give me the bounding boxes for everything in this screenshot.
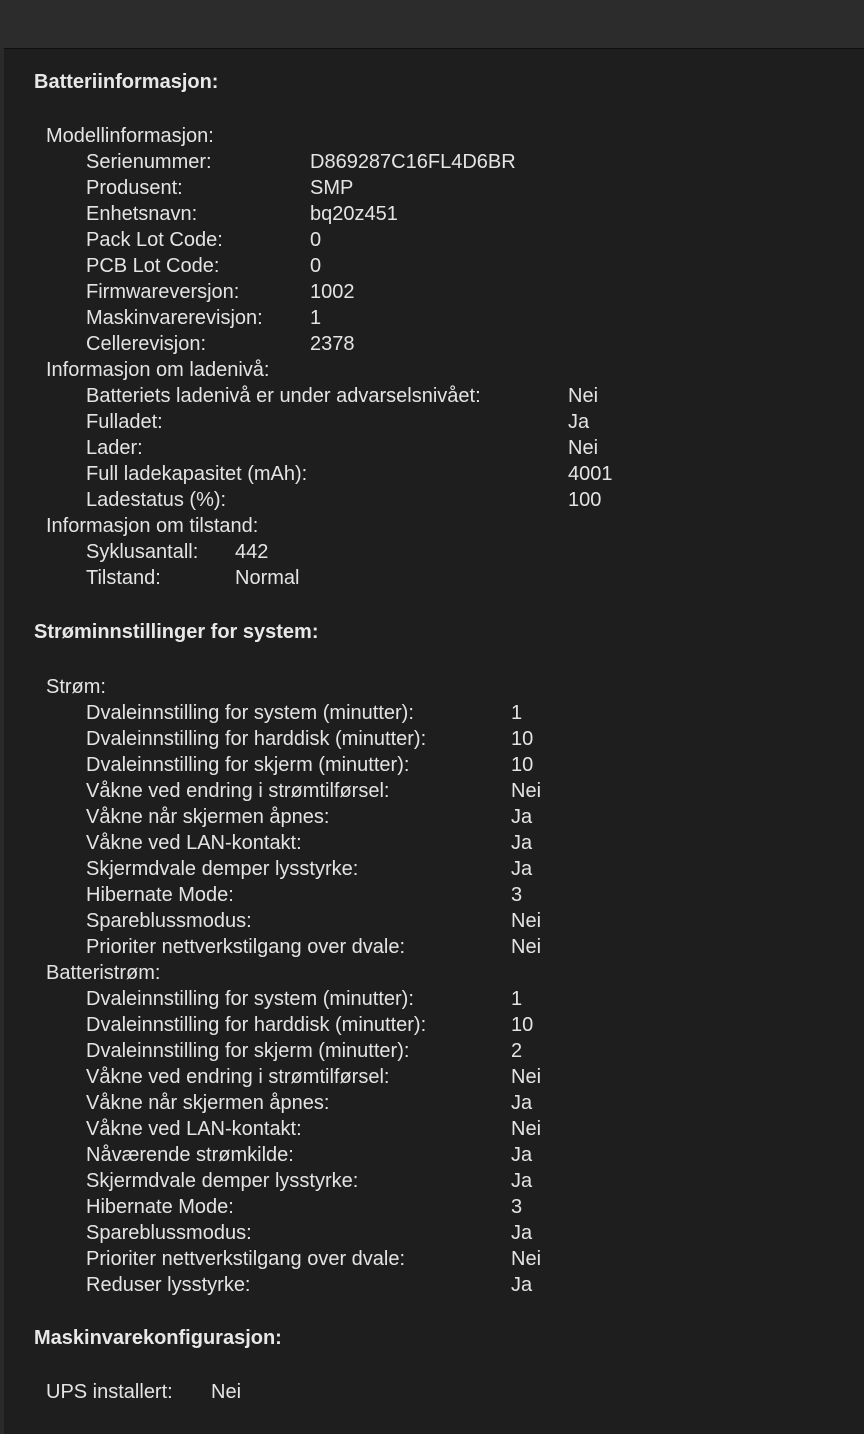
- row-label: Våkne ved endring i strømtilførsel:: [86, 780, 390, 802]
- row-value: 2378: [310, 333, 355, 355]
- title-bar: [0, 0, 864, 49]
- row-label: Full ladekapasitet (mAh):: [86, 463, 308, 485]
- row-value: Nei: [568, 385, 599, 407]
- row-value: Nei: [511, 780, 542, 802]
- row-value: Ja: [511, 1274, 533, 1296]
- row-label: Hibernate Mode:: [86, 1196, 234, 1218]
- row-label: Prioriter nettverkstilgang over dvale:: [86, 1248, 406, 1270]
- row-value: SMP: [310, 177, 354, 199]
- row-value: Nei: [511, 1248, 542, 1270]
- row-label: Våkne når skjermen åpnes:: [86, 1092, 330, 1114]
- row-label: Serienummer:: [86, 151, 212, 173]
- row-label: Pack Lot Code:: [86, 229, 223, 251]
- row-label: Prioriter nettverkstilgang over dvale:: [86, 936, 406, 958]
- row-label: Cellerevisjon:: [86, 333, 207, 355]
- row-value: 10: [511, 1014, 534, 1036]
- row-label: Dvaleinnstilling for harddisk (minutter):: [86, 728, 427, 750]
- row-label: Enhetsnavn:: [86, 203, 198, 225]
- hardware-config-heading: Maskinvarekonfigurasjon:: [34, 1327, 282, 1349]
- row-label: Dvaleinnstilling for skjerm (minutter):: [86, 1040, 410, 1062]
- row-value: 2: [511, 1040, 523, 1062]
- row-label: Dvaleinnstilling for harddisk (minutter):: [86, 1014, 427, 1036]
- row-label: Våkne ved LAN-kontakt:: [86, 832, 302, 854]
- model-info-heading: Modellinformasjon:: [46, 125, 214, 147]
- row-label: Hibernate Mode:: [86, 884, 234, 906]
- row-value: Ja: [511, 1144, 533, 1166]
- row-value: Ja: [568, 411, 590, 433]
- row-label: Dvaleinnstilling for skjerm (minutter):: [86, 754, 410, 776]
- row-label: Dvaleinnstilling for system (minutter):: [86, 702, 414, 724]
- charge-info-heading: Informasjon om ladenivå:: [46, 359, 270, 381]
- ups-label: UPS installert:: [46, 1381, 173, 1403]
- row-label: Våkne ved LAN-kontakt:: [86, 1118, 302, 1140]
- row-label: Ladestatus (%):: [86, 489, 227, 511]
- row-value: Ja: [511, 858, 533, 880]
- row-value: 10: [511, 728, 534, 750]
- row-value: Ja: [511, 1092, 533, 1114]
- row-value: 1: [310, 307, 322, 329]
- battery-info-heading: Batteriinformasjon:: [34, 71, 219, 93]
- row-label: Spareblussmodus:: [86, 910, 252, 932]
- row-value: 1002: [310, 281, 355, 303]
- row-label: Produsent:: [86, 177, 183, 199]
- row-label: Syklusantall:: [86, 541, 199, 563]
- row-value: Nei: [511, 1066, 542, 1088]
- row-label: Våkne ved endring i strømtilførsel:: [86, 1066, 390, 1088]
- row-value: 100: [568, 489, 602, 511]
- row-label: Skjermdvale demper lysstyrke:: [86, 1170, 359, 1192]
- ups-value: Nei: [211, 1381, 242, 1403]
- condition-info-heading: Informasjon om tilstand:: [46, 515, 259, 537]
- row-value: 0: [310, 229, 322, 251]
- row-label: Reduser lysstyrke:: [86, 1274, 251, 1296]
- row-label: Dvaleinnstilling for system (minutter):: [86, 988, 414, 1010]
- row-value: 10: [511, 754, 534, 776]
- row-value: 4001: [568, 463, 613, 485]
- ac-power-heading: Strøm:: [46, 676, 106, 698]
- battery-power-heading: Batteristrøm:: [46, 962, 161, 984]
- row-value: Ja: [511, 832, 533, 854]
- row-value: Nei: [511, 1118, 542, 1140]
- row-label: Tilstand:: [86, 567, 161, 589]
- row-value: 442: [235, 541, 269, 563]
- row-value: Ja: [511, 1222, 533, 1244]
- row-label: Firmwareversjon:: [86, 281, 240, 303]
- detail-pane[interactable]: [0, 48, 864, 1434]
- row-label: Våkne når skjermen åpnes:: [86, 806, 330, 828]
- row-label: Nåværende strømkilde:: [86, 1144, 294, 1166]
- row-label: Batteriets ladenivå er under advarselsnivået:: [86, 385, 481, 407]
- row-label: Fulladet:: [86, 411, 163, 433]
- row-value: 1: [511, 988, 523, 1010]
- row-label: Maskinvarerevisjon:: [86, 307, 263, 329]
- row-value: 0: [310, 255, 322, 277]
- row-value: 3: [511, 1196, 523, 1218]
- power-settings-heading: Strøminnstillinger for system:: [34, 621, 319, 643]
- row-label: PCB Lot Code:: [86, 255, 220, 277]
- row-value: Nei: [511, 910, 542, 932]
- row-value: 3: [511, 884, 523, 906]
- row-value: Nei: [568, 437, 599, 459]
- row-value: Normal: [235, 567, 300, 589]
- row-label: Lader:: [86, 437, 143, 459]
- row-value: Nei: [511, 936, 542, 958]
- row-value: bq20z451: [310, 203, 398, 225]
- row-label: Spareblussmodus:: [86, 1222, 252, 1244]
- row-label: Skjermdvale demper lysstyrke:: [86, 858, 359, 880]
- row-value: 1: [511, 702, 523, 724]
- row-value: D869287C16FL4D6BR: [310, 151, 516, 173]
- row-value: Ja: [511, 1170, 533, 1192]
- row-value: Ja: [511, 806, 533, 828]
